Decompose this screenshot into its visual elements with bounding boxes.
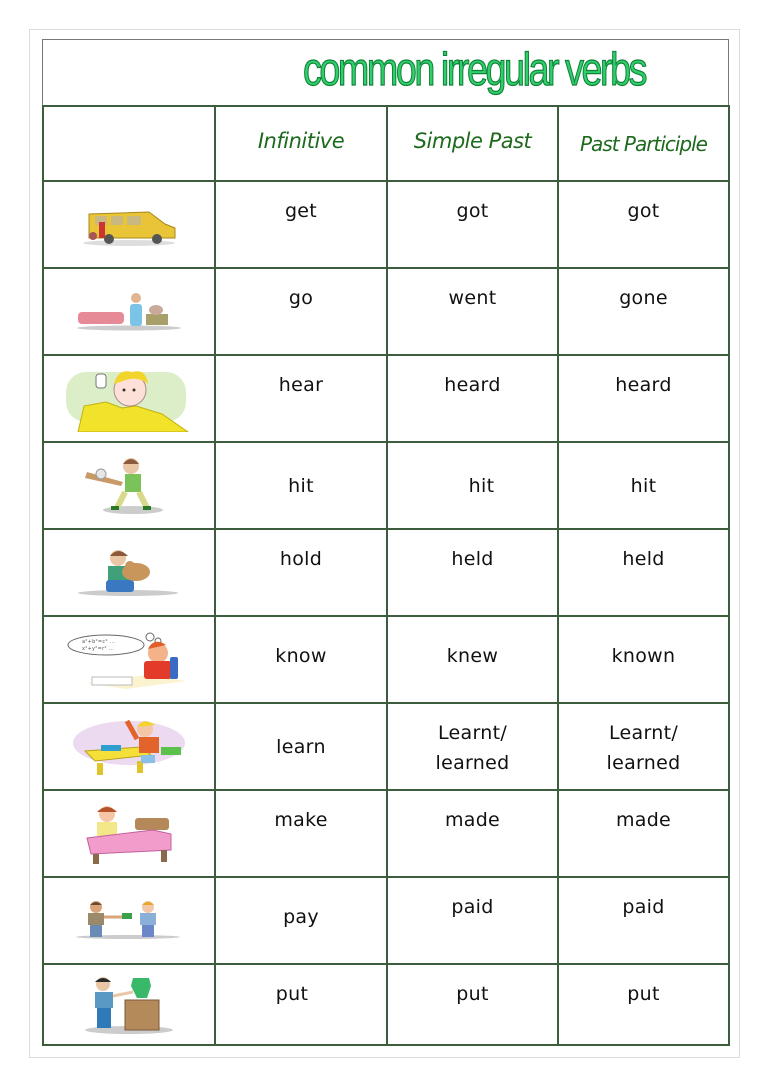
table-row <box>43 529 729 616</box>
image-cell <box>43 355 215 442</box>
table-row <box>43 355 729 442</box>
bed-illustration-icon <box>74 292 184 332</box>
simple-past-cell: put <box>387 964 558 1045</box>
header-image-column <box>43 106 215 181</box>
simple-past-cell <box>387 703 558 790</box>
simple-past-cell: got <box>387 181 558 268</box>
car-illustration-icon <box>79 202 179 248</box>
infinitive-cell: hit <box>215 442 387 529</box>
past-participle-cell: known <box>558 616 729 703</box>
table-row <box>43 268 729 355</box>
image-cell <box>43 529 215 616</box>
image-cell <box>43 181 215 268</box>
past-participle-cell: got <box>558 181 729 268</box>
infinitive-cell: make <box>215 790 387 877</box>
table-row <box>43 181 729 268</box>
past-participle-cell: made <box>558 790 729 877</box>
table-row <box>43 616 729 703</box>
past-participle-cell: hit <box>558 442 729 529</box>
header-past-participle: Past Participle <box>558 106 729 181</box>
infinitive-cell: get <box>215 181 387 268</box>
simple-past-cell: paid <box>387 877 558 964</box>
page-title: common irregular verbs <box>303 43 646 95</box>
past-participle-line-1: Learnt/ <box>608 722 679 744</box>
table-row <box>43 964 729 1045</box>
infinitive-cell: hear <box>215 355 387 442</box>
verbs-table <box>42 105 730 1046</box>
simple-past-cell: hit <box>387 442 558 529</box>
svg-text:x²+y²=r² ...: x²+y²=r² ... <box>82 645 115 652</box>
header-infinitive: Infinitive <box>215 106 387 181</box>
svg-text:a²+b²=c² ...: a²+b²=c² ... <box>82 638 116 645</box>
table-row <box>43 703 729 790</box>
boy-hearing-illustration-icon <box>66 366 192 432</box>
boy-putting-vase-illustration-icon <box>81 974 177 1036</box>
boy-holding-dog-illustration-icon <box>76 548 182 598</box>
simple-past-cell: knew <box>387 616 558 703</box>
past-participle-cell: put <box>558 964 729 1045</box>
infinitive-cell: hold <box>215 529 387 616</box>
infinitive-cell: put <box>215 964 387 1045</box>
table-row <box>43 790 729 877</box>
simple-past-cell: went <box>387 268 558 355</box>
boy-at-desk-illustration-icon <box>71 717 187 777</box>
table-row <box>43 442 729 529</box>
past-participle-cell: paid <box>558 877 729 964</box>
header-row <box>43 106 729 181</box>
image-cell <box>43 442 215 529</box>
image-cell <box>43 964 215 1045</box>
boy-hitting-illustration-icon <box>81 456 177 516</box>
image-cell <box>43 790 215 877</box>
header-simple-past: Simple Past <box>387 106 558 181</box>
table-row <box>43 877 729 964</box>
image-cell <box>43 877 215 964</box>
infinitive-cell: know <box>215 616 387 703</box>
boy-thinking-illustration-icon <box>66 631 192 689</box>
infinitive-cell: learn <box>215 703 387 790</box>
girl-making-bed-illustration-icon <box>83 804 175 864</box>
past-participle-cell: heard <box>558 355 729 442</box>
past-participle-cell: gone <box>558 268 729 355</box>
image-cell <box>43 268 215 355</box>
past-participle-cell <box>558 703 729 790</box>
simple-past-line-1: Learnt/ <box>437 722 508 744</box>
simple-past-cell: held <box>387 529 558 616</box>
simple-past-cell: made <box>387 790 558 877</box>
simple-past-line-2: learned <box>435 752 510 774</box>
men-paying-illustration-icon <box>74 901 184 941</box>
past-participle-cell: held <box>558 529 729 616</box>
past-participle-line-2: learned <box>606 752 681 774</box>
image-cell <box>43 703 215 790</box>
infinitive-cell: go <box>215 268 387 355</box>
simple-past-cell: heard <box>387 355 558 442</box>
infinitive-cell: pay <box>215 877 387 964</box>
image-cell <box>43 616 215 703</box>
